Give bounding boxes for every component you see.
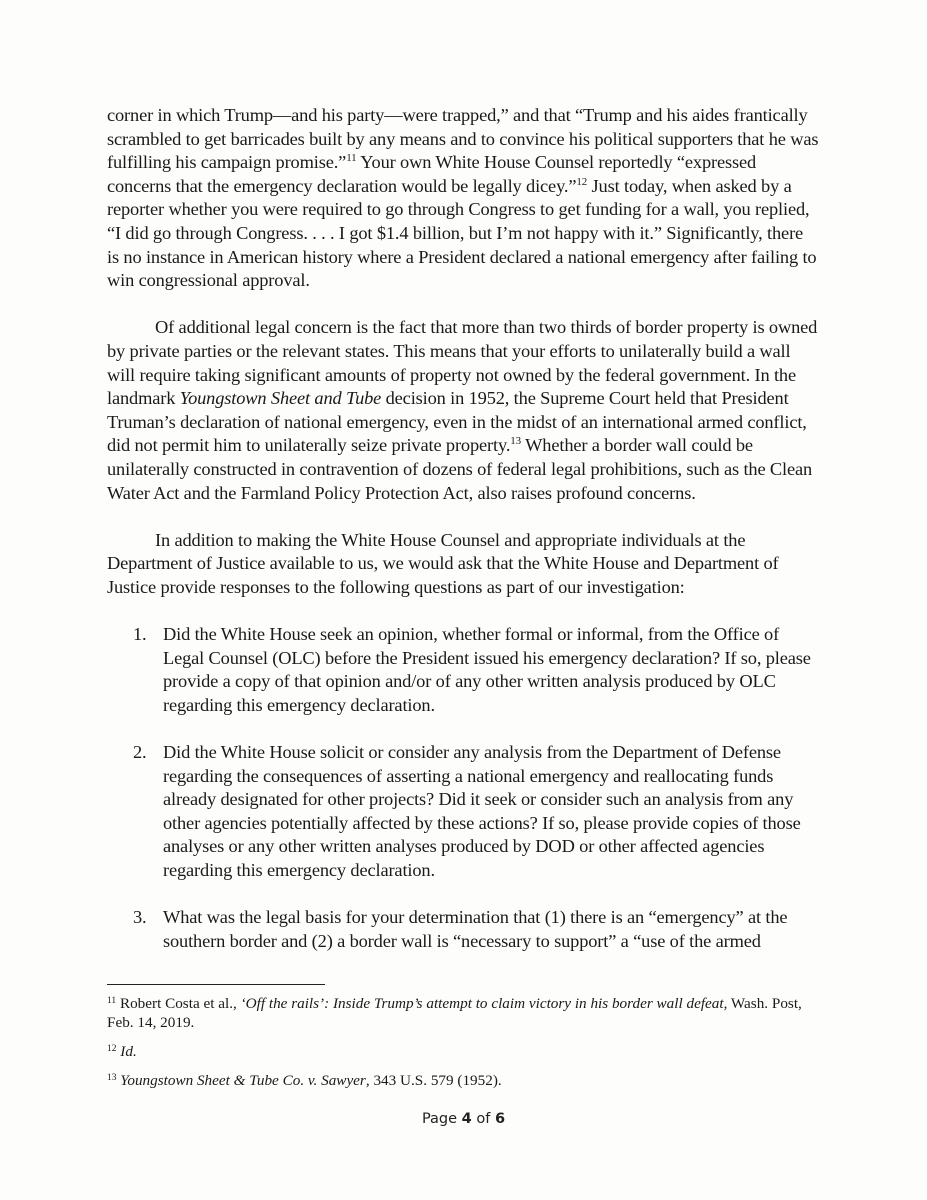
footnote-text: , Wash. Post, Feb. 14, 2019. — [107, 995, 802, 1031]
paragraph-text: Just today, when asked by a reporter whether you were required to go through Congress to get funding for a wall, you replied, “I did go through Congress. . . . I got $1.4 billion, but I’m not happy with it.” Significantly, there is no instance in American history where a President declared a national emergency after failing to win congressional approval. — [107, 175, 817, 291]
footnote-13 — [107, 1071, 819, 1090]
case-name-italic: Youngstown Sheet and Tube — [179, 388, 382, 409]
footnote-11 — [107, 994, 819, 1032]
footnote-number: 11 — [107, 996, 117, 1006]
paragraph-text: decision in 1952, the Supreme Court held that President Truman’s declaration of national emergency, even in the midst of an international armed conflict, did not permit him to unilaterally seize private property. — [107, 388, 807, 456]
footnote-title-italic: ‘Off the rails’: Inside Trump’s attempt to claim victory in his border wall defeat — [240, 995, 724, 1012]
footnote-12 — [107, 1042, 819, 1061]
footnote-title-italic: Youngstown Sheet & Tube Co. v. Sawyer — [120, 1072, 366, 1089]
footnote-ref-13[interactable]: 13 — [510, 435, 521, 448]
page-label: Page — [421, 1111, 462, 1127]
question-text: Did the White House solicit or consider any analysis from the Department of Defense regarding the consequences of asserting a national emergency and reallocating funds already designated for other projects? Did it seek or consider such an analysis from any other agencies potentially affected by these actions? If so, please provide copies of those analyses or any other written analyses produced by DOD or other affected agencies regarding this emergency declaration. — [163, 742, 801, 880]
page-of: of — [471, 1111, 495, 1127]
paragraph-text: Whether a border wall could be unilaterally constructed in contravention of dozens of federal legal prohibitions, such as the Clean Water Act and the Farmland Policy Protection Act, also raises profound concerns. — [107, 435, 813, 503]
paragraph-trump-trapped — [107, 104, 819, 293]
footnote-ref-11[interactable]: 11 — [346, 152, 357, 165]
footnote-text: Robert Costa et al., — [116, 995, 241, 1012]
question-item — [107, 906, 819, 953]
question-number: 2. — [133, 742, 147, 763]
paragraph-text: Of additional legal concern is the fact that more than two thirds of border property is owned by private parties or the relevant states. This means that your efforts to unilaterally build a wall will require taking significant amounts of property not owned by the federal government. In the landmark — [107, 317, 818, 409]
questions-list — [107, 623, 819, 953]
paragraph-property-concern — [107, 316, 819, 505]
question-text: Did the White House seek an opinion, whether formal or informal, from the Office of Legal Counsel (OLC) before the President issued his emergency declaration? If so, please provide a copy of that opinion and/or of any other written analysis produced by OLC regarding this emergency declaration. — [163, 624, 811, 715]
footnote-title-italic: Id. — [120, 1043, 137, 1060]
footnote-ref-12[interactable]: 12 — [576, 175, 588, 188]
footnote-number: 13 — [107, 1073, 117, 1083]
footnotes — [107, 994, 819, 1100]
paragraph-request: In addition to making the White House Counsel and appropriate individuals at the Department of Justice available to us, we would ask that the White House and Department of Justice provide responses to the following questions as part of our investigation: — [107, 529, 779, 597]
paragraph-text: Your own White House Counsel reportedly “expressed concerns that the emergency declaration would be legally dicey.” — [107, 152, 757, 196]
letter-body — [107, 104, 819, 977]
question-item — [107, 741, 819, 883]
question-number: 3. — [133, 907, 147, 928]
footnote-text: , 343 U.S. 579 (1952). — [365, 1072, 502, 1089]
footnote-number: 12 — [107, 1044, 117, 1054]
question-text: What was the legal basis for your determination that (1) there is an “emergency” at the southern border and (2) a border wall is “necessary to support” a “use of the armed — [163, 907, 788, 951]
current-page: 4 — [461, 1111, 472, 1127]
total-pages: 6 — [494, 1111, 506, 1127]
footnote-separator — [107, 984, 325, 985]
paragraph-text: corner in which Trump—and his party—were trapped,” and that “Trump and his aides frantically scrambled to get barricades built by any means and to convince his political supporters that he was fulfilling his campaign promise.” — [107, 105, 819, 173]
question-number: 1. — [133, 624, 147, 645]
page-number-footer — [0, 1111, 927, 1127]
question-item — [107, 623, 819, 717]
